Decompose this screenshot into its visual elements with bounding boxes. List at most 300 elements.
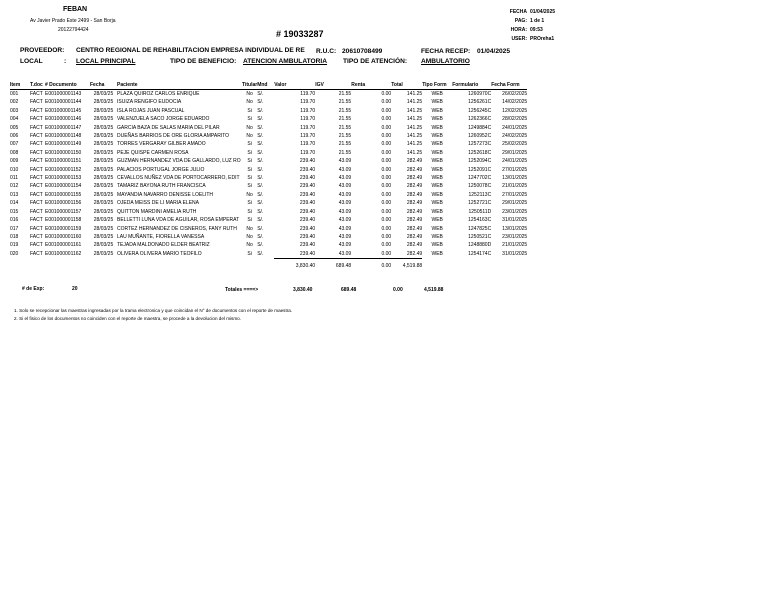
cell-igv: 43.09 (338, 208, 352, 215)
cell-documento: E001000001153 (45, 175, 82, 182)
subtotal-empty-cell (10, 259, 30, 271)
subtotal-renta: 0.00 (351, 259, 391, 271)
cell-renta: 0.00 (381, 250, 392, 257)
cell-fecha: 28/03/25 (93, 149, 114, 156)
table-row (10, 250, 527, 259)
cell-fecha: 28/03/25 (93, 141, 114, 148)
meta-page: PAG: 1 de 1 (514, 18, 545, 24)
cell-formulario: 1260952C (468, 133, 492, 140)
cell-igv: 43.09 (338, 242, 352, 249)
cell-documento: E001000001161 (45, 242, 82, 249)
col-item: Item (10, 81, 30, 90)
table-row (10, 132, 527, 140)
cell-paciente: QUITTON MARDINI AMELIA RUTH (117, 208, 197, 215)
cell-renta: 0.00 (381, 175, 392, 182)
cell-fecha-form: 12/02/2025 (502, 107, 528, 114)
cell-igv: 21.55 (338, 124, 352, 131)
cell-paciente: PALACIOS PORTUGAL JORGE JULIO (117, 166, 205, 173)
cell-fecha: 28/03/25 (93, 158, 114, 165)
cell-total: 282.49 (406, 166, 423, 173)
cell-fecha-form: 31/01/2025 (502, 217, 528, 224)
col-valor: Valor (274, 81, 315, 90)
col-fecha-form: Fecha Form (491, 81, 527, 90)
cell-renta: 0.00 (381, 225, 392, 232)
cell-mnd: S/. (257, 250, 264, 257)
grand-valor: 3,830.40 (293, 287, 313, 293)
cell-paciente: CEVALLOS NUÑEZ VDA DE PORTOCARRERO, EDIT (117, 175, 240, 182)
cell-igv: 21.55 (338, 149, 352, 156)
num-exp-value: 20 (72, 286, 78, 292)
cell-tdoc: FACT (30, 225, 43, 232)
cell-total: 282.49 (406, 242, 423, 249)
subtotal-empty-cell (117, 259, 242, 271)
cell-valor: 239.40 (299, 166, 316, 173)
cell-fecha: 28/03/25 (93, 124, 114, 131)
cell-total: 141.25 (406, 124, 423, 131)
subtotal-total: 4,519.88 (391, 259, 422, 271)
cell-tdoc: FACT (30, 91, 43, 97)
atencion-label: TIPO DE ATENCIÓN: (343, 58, 408, 65)
cell-fecha: 28/03/25 (93, 217, 114, 224)
company-name: FEBAN (63, 6, 88, 13)
cell-total: 282.49 (406, 217, 423, 224)
local-colon: : (64, 58, 67, 65)
cell-fecha-form: 21/01/2025 (502, 183, 528, 190)
cell-tdoc: FACT (30, 183, 43, 190)
cell-item: 006 (10, 133, 19, 140)
subtotal-empty-cell (90, 259, 117, 271)
cell-tipo-form: WEB (431, 116, 443, 123)
cell-igv: 43.09 (338, 166, 352, 173)
table-row (10, 115, 527, 123)
cell-tipo-form: WEB (431, 107, 443, 114)
col-paciente: Paciente (117, 81, 242, 90)
table-row (10, 149, 527, 157)
cell-valor: 239.40 (299, 208, 316, 215)
ruc-label: R.U.C: (316, 48, 337, 55)
cell-tdoc: FACT (30, 208, 43, 215)
cell-renta: 0.00 (381, 141, 392, 148)
cell-tdoc: FACT (30, 217, 43, 224)
cell-mnd: S/. (257, 124, 264, 131)
cell-fecha-form: 27/01/2025 (502, 166, 528, 173)
cell-titular: Si (247, 250, 252, 257)
cell-item: 005 (10, 124, 19, 131)
fecha-recep-label: FECHA RECEP: (421, 48, 471, 55)
cell-fecha-form: 14/02/2025 (502, 99, 528, 106)
meta-date: FECHA 01/04/2025 (509, 9, 556, 15)
cell-tipo-form: WEB (431, 233, 443, 240)
cell-titular: Si (247, 141, 252, 148)
local-label: LOCAL (20, 58, 43, 65)
company-address: Av Javier Prado Este 2499 - San Borja (30, 18, 116, 24)
cell-total: 282.49 (406, 158, 423, 165)
cell-fecha-form: 29/01/2025 (502, 149, 528, 156)
cell-renta: 0.00 (381, 133, 392, 140)
cell-tipo-form: WEB (431, 225, 443, 232)
num-exp-label: # de Exp: (22, 286, 45, 292)
grand-igv: 689.48 (341, 287, 357, 293)
company-ruc: 20122794424 (58, 27, 89, 33)
cell-titular: No (246, 233, 253, 240)
cell-total: 141.25 (406, 116, 423, 123)
cell-mnd: S/. (257, 225, 264, 232)
cell-valor: 119.70 (300, 124, 316, 131)
cell-documento: E001000001145 (45, 107, 82, 114)
table-row (10, 140, 527, 148)
local-value: LOCAL PRINCIPAL (76, 58, 136, 65)
cell-valor: 119.70 (300, 91, 316, 97)
cell-paciente: VALENZUELA SACO JORGE EDUARDO (117, 116, 210, 123)
cell-fecha: 28/03/25 (93, 225, 114, 232)
cell-documento: E001000001149 (45, 141, 82, 148)
cell-igv: 43.09 (338, 250, 352, 257)
cell-fecha-form: 31/01/2025 (502, 250, 528, 257)
table-header (10, 81, 527, 90)
cell-renta: 0.00 (381, 183, 392, 190)
cell-tdoc: FACT (30, 133, 43, 140)
subtotal-empty-cell (257, 259, 274, 271)
cell-valor: 239.40 (299, 200, 316, 207)
cell-tdoc: FACT (30, 107, 43, 114)
cell-renta: 0.00 (381, 242, 392, 249)
meta-time: HORA: 09:53 (510, 27, 543, 33)
cell-documento: E001000001150 (45, 149, 82, 156)
table-row (10, 241, 527, 249)
cell-tdoc: FACT (30, 233, 43, 240)
col-total: Total (391, 81, 422, 90)
subtotal-empty-cell (45, 259, 90, 271)
cell-documento: E001000001162 (45, 250, 82, 257)
cell-formulario: 1252721C (468, 200, 492, 207)
cell-paciente: DUEÑAS BARRIOS DE ORE GLORIA AMPARITO (117, 133, 230, 140)
cell-tipo-form: WEB (431, 191, 443, 198)
cell-formulario: 1250078C (468, 183, 492, 190)
cell-tipo-form: WEB (431, 124, 443, 131)
cell-fecha-form: 25/02/2025 (502, 141, 528, 148)
cell-paciente: ISUIZA RENGIFO EUDOCIA (117, 99, 182, 106)
cell-total: 141.25 (406, 141, 423, 148)
cell-tipo-form: WEB (431, 242, 443, 249)
cell-renta: 0.00 (381, 217, 392, 224)
cell-total: 282.49 (406, 225, 423, 232)
cell-fecha-form: 26/02/2025 (502, 91, 528, 97)
cell-tipo-form: WEB (431, 141, 443, 148)
cell-item: 002 (10, 99, 19, 106)
cell-documento: E001000001160 (45, 233, 82, 240)
cell-renta: 0.00 (381, 107, 392, 114)
cell-valor: 239.40 (299, 225, 316, 232)
cell-tipo-form: WEB (431, 91, 443, 97)
cell-documento: E001000001144 (45, 99, 82, 106)
cell-mnd: S/. (257, 233, 264, 240)
cell-renta: 0.00 (381, 166, 392, 173)
cell-igv: 43.09 (338, 158, 352, 165)
col-formulario: Formulario (452, 81, 491, 90)
cell-valor: 119.70 (300, 99, 316, 106)
col-documento: # Documento (45, 81, 90, 90)
cell-mnd: S/. (257, 133, 264, 140)
cell-paciente: TEJADA MALDONADO ELDER BEATRIZ (117, 242, 210, 249)
subtotal-empty-cell (422, 259, 452, 271)
cell-mnd: S/. (257, 242, 264, 249)
cell-total: 141.25 (406, 149, 423, 156)
table-row (10, 182, 527, 190)
cell-titular: Si (247, 149, 252, 156)
cell-item: 009 (10, 158, 19, 165)
grand-total: 4,519.88 (424, 287, 444, 293)
cell-tdoc: FACT (30, 158, 43, 165)
cell-igv: 21.55 (338, 99, 352, 106)
col-tipo-form: Tipo Form (422, 81, 452, 90)
cell-renta: 0.00 (381, 191, 392, 198)
cell-mnd: S/. (257, 217, 264, 224)
cell-fecha: 28/03/25 (93, 133, 114, 140)
cell-titular: No (246, 191, 253, 198)
cell-igv: 43.09 (338, 191, 352, 198)
cell-tdoc: FACT (30, 191, 43, 198)
cell-total: 282.49 (406, 191, 423, 198)
cell-valor: 239.40 (299, 183, 316, 190)
cell-total: 282.49 (406, 175, 423, 182)
table-row (10, 208, 527, 216)
cell-item: 020 (10, 250, 19, 257)
cell-item: 004 (10, 116, 19, 123)
cell-titular: Si (247, 183, 252, 190)
cell-tipo-form: WEB (431, 158, 443, 165)
table-row (10, 199, 527, 207)
cell-titular: No (246, 133, 253, 140)
cell-renta: 0.00 (381, 99, 392, 106)
cell-mnd: S/. (257, 116, 264, 123)
cell-paciente: OLIVERA OLIVERA MARIO TEOFILO (117, 250, 202, 257)
table-row (10, 225, 527, 233)
cell-paciente: BELLETTI LUNA VDA DE AGUILAR, ROSA EMPERAT (117, 217, 240, 224)
cell-fecha: 28/03/25 (93, 91, 114, 97)
cell-paciente: OJEDA MEISS DE LI MARIA ELENA (117, 200, 199, 207)
cell-fecha-form: 24/01/2025 (502, 124, 528, 131)
cell-tipo-form: WEB (431, 183, 443, 190)
cell-igv: 43.09 (338, 200, 352, 207)
cell-mnd: S/. (257, 208, 264, 215)
cell-fecha: 28/03/25 (93, 250, 114, 257)
cell-fecha-form: 29/01/2025 (502, 200, 528, 207)
subtotal-valor: 3,830.40 (274, 259, 315, 271)
cell-tipo-form: WEB (431, 208, 443, 215)
cell-fecha: 28/03/25 (93, 242, 114, 249)
cell-valor: 239.40 (299, 250, 316, 257)
subtotal-igv: 689.48 (315, 259, 351, 271)
cell-tipo-form: WEB (431, 217, 443, 224)
cell-item: 007 (10, 141, 19, 148)
cell-paciente: MAYANDIA NAVARRO DENISSE LOELITH (117, 191, 214, 198)
totales-label: Totales ====> (225, 287, 259, 293)
cell-fecha-form: 21/01/2025 (502, 242, 528, 249)
col-fecha: Fecha (90, 81, 117, 90)
table-row (10, 166, 527, 174)
cell-mnd: S/. (257, 149, 264, 156)
cell-item: 010 (10, 166, 19, 173)
cell-total: 282.49 (406, 233, 423, 240)
col-renta: Renta (351, 81, 391, 90)
table-row (10, 157, 527, 165)
cell-tipo-form: WEB (431, 175, 443, 182)
cell-documento: E001000001151 (45, 158, 82, 165)
fecha-recep-value: 01/04/2025 (477, 48, 511, 55)
cell-formulario: 1252091C (468, 166, 492, 173)
cell-formulario: 1250511D (468, 208, 492, 215)
col-titular: Titular (242, 82, 258, 88)
cell-fecha: 28/03/25 (93, 166, 114, 173)
cell-igv: 21.55 (338, 141, 352, 148)
cell-mnd: S/. (257, 99, 264, 106)
cell-tdoc: FACT (30, 99, 43, 106)
cell-valor: 119.70 (300, 141, 316, 148)
cell-valor: 119.70 (300, 116, 316, 123)
cell-valor: 239.40 (299, 242, 316, 249)
cell-documento: E001000001146 (45, 116, 82, 123)
cell-formulario: 1256245C (468, 107, 492, 114)
cell-item: 012 (10, 183, 19, 190)
cell-documento: E001000001147 (45, 124, 82, 131)
cell-documento: E001000001143 (45, 91, 82, 97)
cell-igv: 43.09 (338, 217, 352, 224)
report-meta (482, 8, 560, 44)
cell-fecha-form: 24/01/2025 (502, 158, 528, 165)
cell-tdoc: FACT (30, 124, 43, 131)
cell-paciente: LAU MUÑANTE, FIORELLA VANESSA (117, 233, 205, 240)
cell-mnd: S/. (257, 158, 264, 165)
cell-formulario: 1248880D (468, 242, 492, 249)
cell-formulario: 1249884C (468, 124, 492, 131)
cell-fecha: 28/03/25 (93, 208, 114, 215)
cell-formulario: 1254163C (468, 217, 492, 224)
col-mnd: Mnd (257, 81, 274, 90)
cell-documento: E001000001152 (45, 166, 82, 173)
cell-paciente: ISLA ROJAS JUAN PASCUAL (117, 107, 185, 114)
table-row (10, 174, 527, 182)
cell-item: 011 (10, 175, 18, 182)
proveedor-value: CENTRO REGIONAL DE REHABILITACION EMPRESA INDIVIDUAL DE RE (76, 47, 305, 54)
cell-valor: 119.70 (300, 107, 316, 114)
cell-fecha-form: 13/01/2025 (502, 175, 528, 182)
cell-item: 003 (10, 107, 19, 114)
cell-mnd: S/. (257, 191, 264, 198)
subtotal-empty-cell (491, 259, 527, 271)
cell-renta: 0.00 (381, 208, 392, 215)
cell-item: 013 (10, 191, 19, 198)
cell-formulario: 1262366C (468, 116, 492, 123)
subtotal-row (10, 259, 527, 271)
cell-tipo-form: WEB (431, 133, 443, 140)
cell-tipo-form: WEB (431, 166, 443, 173)
cell-tdoc: FACT (30, 166, 43, 173)
cell-titular: Si (247, 158, 252, 165)
cell-renta: 0.00 (381, 124, 392, 131)
cell-tdoc: FACT (30, 116, 43, 123)
cell-titular: No (246, 99, 253, 106)
cell-titular: No (246, 242, 253, 249)
table-row (10, 216, 527, 224)
cell-documento: E001000001159 (45, 225, 82, 232)
cell-renta: 0.00 (381, 116, 392, 123)
note-2: 2. Si el fisico de los documentos no coinciden con el reporte de maestra, se procede a la devolucion del mismo. (14, 316, 242, 321)
cell-mnd: S/. (257, 107, 264, 114)
cell-fecha: 28/03/25 (93, 116, 114, 123)
cell-valor: 239.40 (299, 191, 316, 198)
cell-documento: E001000001154 (45, 183, 82, 190)
cell-mnd: S/. (257, 166, 264, 173)
cell-titular: No (246, 124, 253, 131)
cell-igv: 21.55 (338, 91, 352, 97)
cell-fecha: 28/03/25 (93, 183, 114, 190)
cell-total: 141.25 (406, 107, 423, 114)
col-igv: IGV (315, 81, 351, 90)
cell-tipo-form: WEB (431, 99, 443, 106)
cell-renta: 0.00 (381, 91, 392, 97)
cell-documento: E001000001157 (45, 208, 82, 215)
proveedor-label: PROVEEDOR: (20, 47, 65, 54)
document-number: # 19033287 (276, 29, 324, 39)
col-tdoc: T.doc (30, 81, 45, 90)
cell-documento: E001000001155 (45, 191, 82, 198)
cell-formulario: 1247825C (468, 225, 492, 232)
grand-renta: 0.00 (393, 287, 403, 293)
cell-fecha-form: 13/01/2025 (502, 225, 528, 232)
cell-item: 014 (10, 200, 19, 207)
cell-total: 282.49 (406, 208, 423, 215)
cell-igv: 43.09 (338, 225, 352, 232)
cell-tdoc: FACT (30, 242, 43, 249)
cell-titular: No (246, 91, 253, 97)
cell-item: 018 (10, 233, 19, 240)
cell-valor: 239.40 (299, 217, 316, 224)
beneficio-label: TIPO DE BENEFICIO: (170, 58, 237, 65)
cell-paciente: TORRES VERGARAY GILBER AMADO (117, 141, 206, 148)
table-row (10, 107, 527, 115)
cell-tdoc: FACT (30, 175, 43, 182)
cell-documento: E001000001148 (45, 133, 82, 140)
cell-item: 017 (10, 225, 19, 232)
subtotal-empty-cell (30, 259, 45, 271)
cell-tdoc: FACT (30, 250, 43, 257)
cell-paciente: GARCIA BAZA DE SALAS MARIA DEL PILAR (117, 124, 220, 131)
cell-fecha: 28/03/25 (93, 200, 114, 207)
cell-fecha: 28/03/25 (93, 175, 114, 182)
cell-tipo-form: WEB (431, 200, 443, 207)
cell-igv: 21.55 (338, 133, 352, 140)
cell-valor: 239.40 (299, 158, 316, 165)
cell-documento: E001000001158 (45, 217, 82, 224)
cell-tipo-form: WEB (431, 250, 443, 257)
cell-igv: 43.09 (338, 233, 352, 240)
cell-mnd: S/. (257, 183, 264, 190)
cell-igv: 21.55 (338, 107, 352, 114)
cell-fecha-form: 24/02/2025 (502, 133, 528, 140)
cell-tdoc: FACT (30, 149, 43, 156)
cell-igv: 43.09 (338, 175, 352, 182)
cell-mnd: S/. (257, 141, 264, 148)
table-row (10, 191, 527, 199)
table-row (10, 98, 527, 106)
note-1: 1. Solo se recepcionar las maestras ingresadas por la trama electronica y que coincidan el N° de documentos con el reporte de maestra. (14, 308, 293, 313)
cell-tdoc: FACT (30, 141, 43, 148)
cell-fecha-form: 23/01/2025 (502, 233, 528, 240)
atencion-value: AMBULATORIO (421, 58, 470, 65)
cell-paciente: PEJE QUISPE CARMEN ROSA (117, 149, 189, 156)
table-row (10, 233, 527, 241)
cell-mnd: S/. (257, 200, 264, 207)
